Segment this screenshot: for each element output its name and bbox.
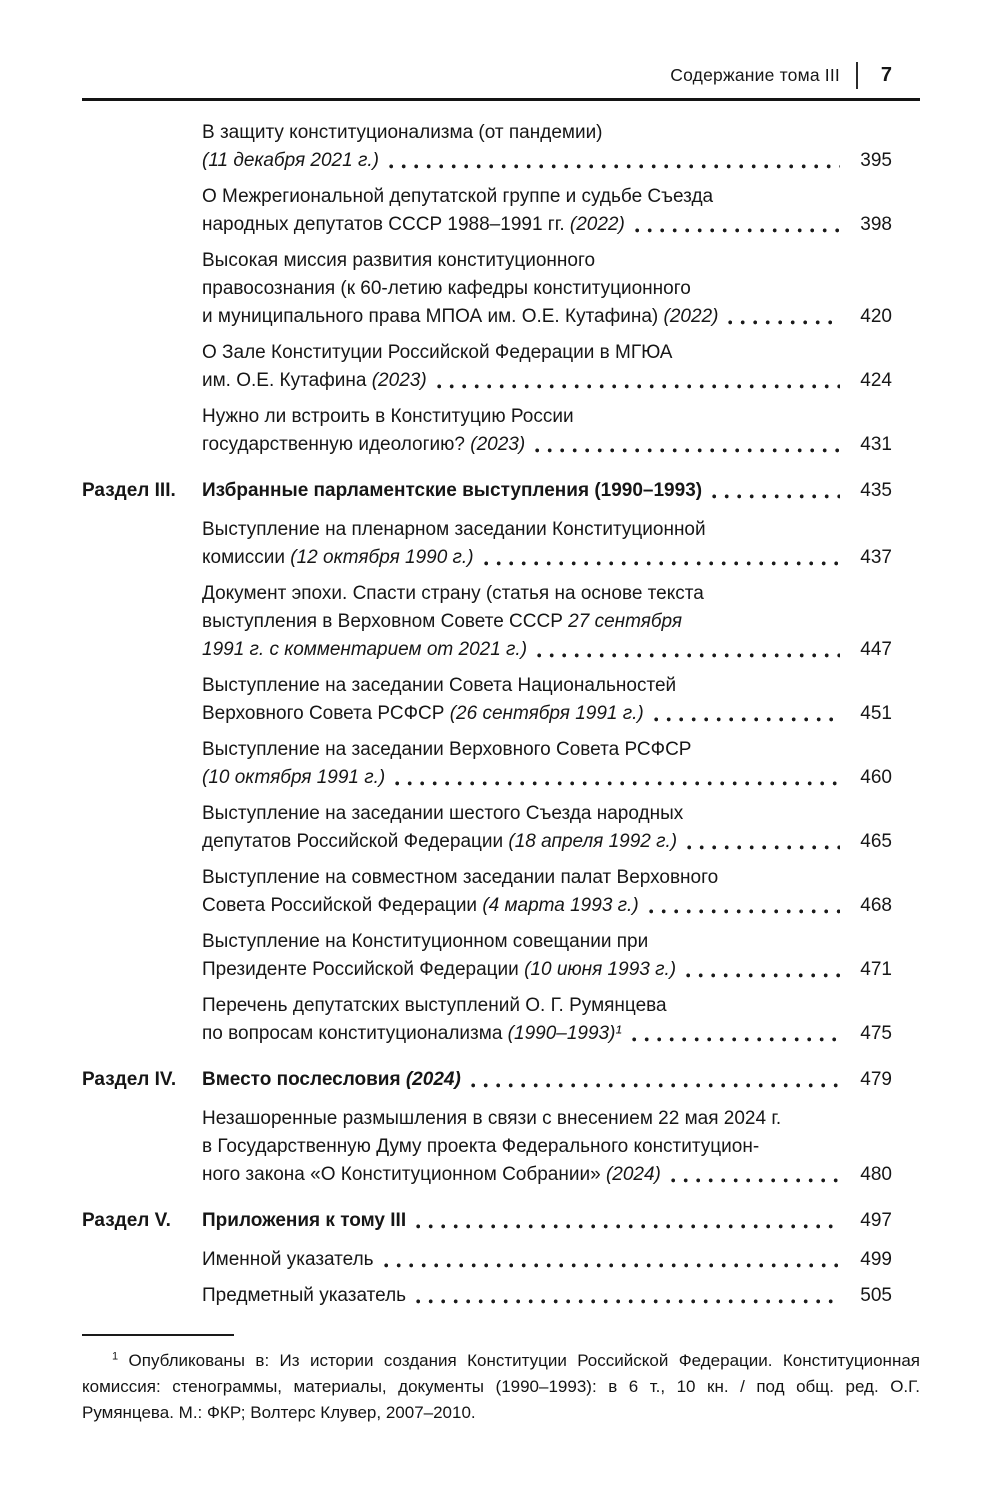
toc-line [202, 800, 892, 828]
toc-line [202, 672, 892, 700]
toc-entry-body [202, 736, 892, 792]
toc-text: Выступление на заседании Совета Национальностей [202, 675, 677, 696]
toc-text: Выступление на заседании шестого Съезда народных [202, 803, 684, 824]
toc-entry-row [82, 403, 892, 459]
toc-text: (11 декабря 2021 г.) [202, 150, 379, 171]
section-label [82, 339, 202, 395]
toc-text: (26 сентября 1991 г.) [449, 703, 644, 724]
toc-line [202, 119, 892, 147]
section-label: Раздел V. [82, 1210, 171, 1231]
dot-leader [384, 1263, 840, 1268]
toc-text: (2023) [470, 434, 526, 455]
dot-leader [416, 1299, 840, 1304]
footnote-rule [82, 1334, 234, 1336]
toc-entry-row [82, 672, 892, 728]
toc-entry-row [82, 580, 892, 664]
toc-text: (2023) [371, 370, 427, 391]
toc-line [202, 636, 892, 664]
toc-text: Выступление на заседании Верховного Совета РСФСР [202, 739, 692, 760]
toc-entry-row [82, 1105, 892, 1189]
toc-text: 1991 г. с комментарием от 2021 г.) [202, 639, 528, 660]
toc-entry-row [82, 119, 892, 175]
toc-entry-row [82, 992, 892, 1048]
toc-line [202, 367, 892, 395]
running-title: Содержание тома III [670, 65, 840, 85]
toc-page-number: 497 [860, 1210, 892, 1231]
toc-text: депутатов Российской Федерации [202, 831, 509, 852]
toc-text: Избранные парламентские выступления (1990–1993) [202, 480, 703, 501]
toc [82, 119, 920, 1310]
toc-text: Верховного Совета РСФСР [202, 703, 450, 724]
section-label: Раздел III. [82, 480, 176, 501]
toc-line [202, 303, 892, 331]
toc-line [202, 992, 892, 1020]
toc-text: Выступление на совместном заседании палат Верховного [202, 867, 719, 888]
header-rule [82, 98, 920, 101]
toc-entry-body [202, 1282, 892, 1310]
toc-line [202, 608, 892, 636]
toc-page-number: 437 [860, 547, 892, 568]
toc-line [202, 1020, 892, 1048]
toc-line [202, 928, 892, 956]
toc-page-number: 395 [860, 150, 892, 171]
section-label [82, 864, 202, 920]
toc-entry-body [202, 1207, 892, 1235]
page-header [82, 62, 920, 89]
dot-leader [654, 717, 840, 722]
toc-text: Незашоренные размышления в связи с внесением 22 мая 2024 г. [202, 1108, 782, 1129]
toc-text: народных депутатов СССР 1988–1991 гг. [202, 214, 570, 235]
section-label [82, 247, 202, 331]
toc-line [202, 211, 892, 239]
toc-text: 27 сентября [568, 611, 683, 632]
toc-entry-body [202, 800, 892, 856]
toc-line [202, 1282, 892, 1310]
toc-entry-body [202, 516, 892, 572]
toc-page-number: 460 [860, 767, 892, 788]
toc-entry-body [202, 119, 892, 175]
toc-text: О Межрегиональной депутатской группе и судьбе Съезда [202, 186, 714, 207]
toc-page-number: 480 [860, 1164, 892, 1185]
toc-page-number: 447 [860, 639, 892, 660]
toc-line [202, 339, 892, 367]
toc-line [202, 1066, 892, 1094]
footnote [82, 1334, 920, 1426]
section-label [82, 403, 202, 459]
toc-text: (1990–1993)¹ [507, 1023, 622, 1044]
dot-leader [437, 384, 840, 389]
dot-leader [537, 653, 840, 658]
toc-page-number: 451 [860, 703, 892, 724]
header-divider [856, 62, 858, 89]
toc-entry-body [202, 864, 892, 920]
toc-page-number: 505 [860, 1285, 892, 1306]
toc-entry-body [202, 403, 892, 459]
toc-section-row [82, 1207, 892, 1235]
dot-leader [535, 448, 840, 453]
toc-page-number: 468 [860, 895, 892, 916]
toc-line [202, 183, 892, 211]
dot-leader [712, 494, 840, 499]
toc-text: Выступление на Конституционном совещании при [202, 931, 649, 952]
toc-page-number: 479 [860, 1069, 892, 1090]
toc-line [202, 700, 892, 728]
toc-line [202, 828, 892, 856]
toc-text: (2022) [569, 214, 625, 235]
toc-entry-body [202, 672, 892, 728]
toc-page-number: 465 [860, 831, 892, 852]
toc-text: Приложения к тому III [202, 1210, 407, 1231]
toc-line [202, 764, 892, 792]
toc-entry-row [82, 928, 892, 984]
toc-entry-body [202, 477, 892, 505]
toc-text: (2024) [605, 1164, 661, 1185]
toc-line [202, 864, 892, 892]
toc-line [202, 403, 892, 431]
toc-text: Перечень депутатских выступлений О. Г. Румянцева [202, 995, 667, 1016]
toc-text: Вместо послесловия [202, 1069, 406, 1090]
toc-line [202, 1246, 892, 1274]
dot-leader [671, 1178, 840, 1183]
toc-text: в Государственную Думу проекта Федерального конституцион- [202, 1136, 760, 1157]
toc-text: Документ эпохи. Спасти страну (статья на основе текста [202, 583, 704, 604]
dot-leader [632, 1037, 840, 1042]
footnote-text [82, 1348, 920, 1426]
toc-entry-row [82, 864, 892, 920]
toc-line [202, 275, 892, 303]
dot-leader [635, 228, 840, 233]
toc-entry-body [202, 1066, 892, 1094]
dot-leader [395, 781, 840, 786]
toc-page-number: 431 [860, 434, 892, 455]
toc-text: (12 октября 1990 г.) [290, 547, 474, 568]
toc-line [202, 431, 892, 459]
section-label: Раздел IV. [82, 1069, 177, 1090]
toc-line [202, 1105, 892, 1133]
section-label [82, 1246, 202, 1274]
toc-entry-body [202, 928, 892, 984]
toc-line [202, 1161, 892, 1189]
toc-entry-body [202, 247, 892, 331]
toc-text: (4 марта 1993 г.) [482, 895, 639, 916]
toc-text: по вопросам конституционализма [202, 1023, 508, 1044]
toc-text: (2022) [663, 306, 719, 327]
toc-text: правосознания (к 60-летию кафедры конституционного [202, 278, 691, 299]
toc-page-number: 471 [860, 959, 892, 980]
toc-line [202, 147, 892, 175]
toc-text: Совета Российской Федерации [202, 895, 483, 916]
footnote-body: Опубликованы в: Из истории создания Конституции Российской Федерации. Конституционная комиссия: стенограммы, материалы, документы (1990–1993): в 6 т., 10 кн. / под общ. ред. О.Г. Румянцева. М.: ФКР; Волтерс Клувер, 2007–2010. [82, 1351, 920, 1423]
toc-line [202, 956, 892, 984]
toc-text: Выступление на пленарном заседании Конституционной [202, 519, 706, 540]
dot-leader [471, 1083, 840, 1088]
toc-text: (18 апреля 1992 г.) [508, 831, 678, 852]
toc-entry-body [202, 992, 892, 1048]
section-label [82, 580, 202, 664]
toc-text: им. О.Е. Кутафина [202, 370, 372, 391]
section-label [82, 1105, 202, 1189]
toc-line [202, 1207, 892, 1235]
section-label [82, 992, 202, 1048]
toc-entry-body [202, 183, 892, 239]
toc-section-row [82, 1066, 892, 1094]
section-label [82, 672, 202, 728]
toc-text: (10 июня 1993 г.) [524, 959, 677, 980]
toc-text: (10 октября 1991 г.) [202, 767, 386, 788]
toc-page-number: 499 [860, 1249, 892, 1270]
section-label [82, 119, 202, 175]
section-label [82, 928, 202, 984]
toc-text: Высокая миссия развития конституционного [202, 250, 596, 271]
toc-line [202, 736, 892, 764]
toc-entry-row [82, 1282, 892, 1310]
section-label [82, 183, 202, 239]
toc-text: Именной указатель [202, 1249, 374, 1270]
section-label [82, 516, 202, 572]
toc-page-number: 435 [860, 480, 892, 501]
dot-leader [389, 164, 840, 169]
toc-entry-row [82, 183, 892, 239]
toc-text: Президенте Российской Федерации [202, 959, 525, 980]
toc-text: ного закона «О Конституционном Собрании» [202, 1164, 606, 1185]
toc-line [202, 580, 892, 608]
section-label [82, 736, 202, 792]
section-label [82, 800, 202, 856]
toc-text: (2024) [405, 1069, 461, 1090]
dot-leader [484, 561, 840, 566]
toc-page-number: 398 [860, 214, 892, 235]
toc-section-row [82, 477, 892, 505]
toc-page-number: 420 [860, 306, 892, 327]
toc-entry-body [202, 1246, 892, 1274]
toc-page-number: 475 [860, 1023, 892, 1044]
toc-text: государственную идеологию? [202, 434, 471, 455]
toc-entry-body [202, 580, 892, 664]
toc-text: выступления в Верховном Совете СССР [202, 611, 569, 632]
toc-line [202, 516, 892, 544]
toc-entry-body [202, 339, 892, 395]
toc-entry-row [82, 1246, 892, 1274]
toc-entry-row [82, 736, 892, 792]
page-number: 7 [880, 64, 892, 86]
toc-line [202, 892, 892, 920]
dot-leader [687, 845, 840, 850]
toc-entry-row [82, 800, 892, 856]
toc-entry-row [82, 516, 892, 572]
toc-line [202, 247, 892, 275]
toc-text: и муниципального права МПОА им. О.Е. Кутафина) [202, 306, 664, 327]
toc-text: В защиту конституционализма (от пандемии) [202, 122, 603, 143]
toc-entry-row [82, 339, 892, 395]
toc-text: комиссии [202, 547, 291, 568]
toc-text: Нужно ли встроить в Конституцию России [202, 406, 574, 427]
footnote-marker: 1 [112, 1350, 119, 1363]
toc-page-number: 424 [860, 370, 892, 391]
toc-text: Предметный указатель [202, 1285, 407, 1306]
toc-line [202, 544, 892, 572]
dot-leader [649, 909, 840, 914]
toc-entry-row [82, 247, 892, 331]
section-label [82, 1282, 202, 1310]
toc-text: О Зале Конституции Российской Федерации в МГЮА [202, 342, 673, 363]
toc-line [202, 1133, 892, 1161]
toc-entry-body [202, 1105, 892, 1189]
dot-leader [686, 973, 840, 978]
toc-line [202, 477, 892, 505]
dot-leader [728, 320, 840, 325]
dot-leader [416, 1224, 840, 1229]
